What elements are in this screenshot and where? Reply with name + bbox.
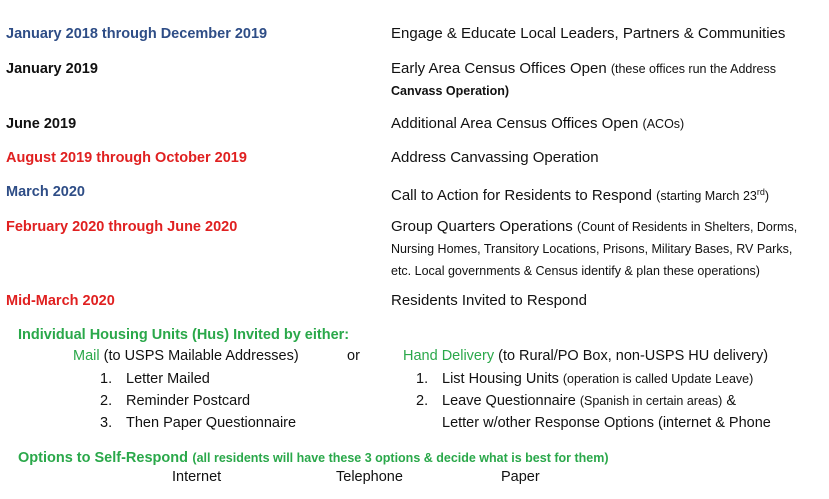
mail-list-item: 1. Letter Mailed [100, 371, 210, 387]
hand-delivery-method [403, 348, 768, 364]
event-additional-offices [391, 113, 684, 135]
event-address-canvassing [391, 147, 599, 169]
housing-heading: Individual Housing Units (Hus) Invited by either: [18, 327, 350, 343]
event-text: Early Area Census Offices Open [391, 60, 607, 77]
options-title: Options to Self-Respond [18, 450, 188, 466]
event-text: Additional Area Census Offices Open [391, 115, 639, 132]
event-note-continued: Canvass Operation) [391, 84, 510, 98]
mail-label: Mail [73, 348, 100, 364]
option-telephone: Telephone [336, 469, 403, 485]
hand-list-continuation: Letter w/other Response Options (internet & Phone [442, 415, 771, 431]
event-note-line-3: etc. Local governments & Census identify & plan these operations) [391, 264, 760, 278]
event-note: (Count of Residents in Shelters, Dorms, [576, 220, 798, 234]
option-paper: Paper [501, 469, 540, 485]
date-feb-june-2020: February 2020 through June 2020 [6, 219, 238, 235]
event-note: (ACOs) [642, 117, 685, 131]
event-text: Residents Invited to Respond [391, 292, 587, 309]
mail-method [73, 348, 299, 364]
mail-list-item: 3. Then Paper Questionnaire [100, 415, 297, 431]
event-text: Address Canvassing Operation [391, 149, 599, 166]
date-march-2020: March 2020 [6, 184, 85, 200]
event-note-line-2: Nursing Homes, Transitory Locations, Prisons, Military Bases, RV Parks, [391, 242, 793, 256]
event-early-offices [391, 58, 776, 102]
date-aug-oct-2019: August 2019 through October 2019 [6, 150, 247, 166]
mail-note: (to USPS Mailable Addresses) [103, 348, 299, 364]
option-internet: Internet [172, 469, 222, 485]
event-group-quarters [391, 216, 797, 282]
event-call-to-action [391, 181, 769, 207]
event-note: (starting March 23rd) [656, 187, 770, 204]
event-engage-educate [391, 23, 785, 45]
date-mid-march-2020: Mid-March 2020 [6, 293, 115, 309]
event-residents-invited [391, 290, 587, 312]
event-note: (these offices run the Address [610, 62, 776, 76]
hand-label: Hand Delivery [403, 348, 495, 364]
date-june-2019: June 2019 [6, 116, 77, 132]
options-heading [18, 449, 609, 467]
event-text: Engage & Educate Local Leaders, Partners & Communities [391, 25, 786, 42]
hand-list-item: 1. List Housing Units (operation is called Update Leave) [416, 371, 754, 387]
hand-note: (to Rural/PO Box, non-USPS HU delivery) [498, 348, 769, 364]
mail-list-item: 2. Reminder Postcard [100, 393, 251, 409]
date-jan-2019: January 2019 [6, 61, 98, 77]
date-range-2018-2019: January 2018 through December 2019 [6, 26, 268, 42]
hand-list-item: 2. Leave Questionnaire (Spanish in certain areas) & [416, 393, 736, 409]
event-text: Group Quarters Operations [391, 218, 573, 235]
or-separator: or [347, 348, 360, 364]
options-note: (all residents will have these 3 options & decide what is best for them) [192, 451, 609, 465]
event-text: Call to Action for Residents to Respond [391, 187, 652, 205]
